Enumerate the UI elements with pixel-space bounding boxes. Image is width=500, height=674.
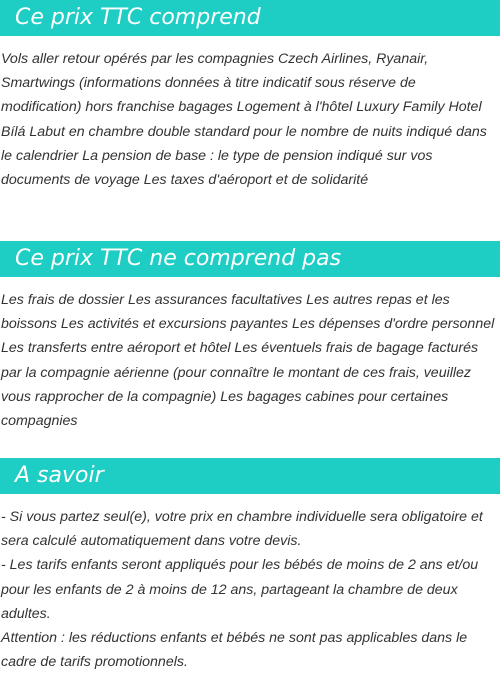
section-heading-not-included: Ce prix TTC ne comprend pas <box>0 241 500 277</box>
section-not-included <box>0 241 500 433</box>
not-included-text: Les frais de dossier Les assurances facultatives Les autres repas et les boissons Les activités et excursions payantes Les dépenses d'ordre personnel Les transferts entre aéroport et hôtel Les éventuels frais de bagage facturés par la compagnie aérienne (pour connaître le montant de ces frais, veuillez vous rapprocher de la compagnie) Les bagages cabines pour certaines compagnies <box>1 292 495 430</box>
section-good-to-know <box>0 458 500 674</box>
included-text: Vols aller retour opérés par les compagnies Czech Airlines, Ryanair, Smartwings (informations données à titre indicatif sous réserve de modification) hors franchise bagages Logement à l'hôtel Luxury Family Hotel Bílá Labut en chambre double standard pour le nombre de nuits indiqué dans le calendrier La pension de base : le type de pension indiqué sur vos documents de voyage Les taxes d'aéroport et de solidarité <box>1 51 487 189</box>
section-heading-included: Ce prix TTC comprend <box>0 0 500 36</box>
info-single-supplement: - Si vous partez seul(e), votre prix en chambre individuelle sera obligatoire et sera calculé automatiquement dans votre devis. <box>1 509 483 550</box>
info-child-rates: - Les tarifs enfants seront appliqués pour les bébés de moins de 2 ans et/ou pour les enfants de 2 à moins de 12 ans, partageant la chambre de deux adultes. <box>1 557 479 622</box>
section-heading-good-to-know: A savoir <box>0 458 500 494</box>
info-promo-notice: Attention : les réductions enfants et bébés ne sont pas applicables dans le cadre de tarifs promotionnels. <box>1 630 468 671</box>
section-included <box>0 0 500 192</box>
